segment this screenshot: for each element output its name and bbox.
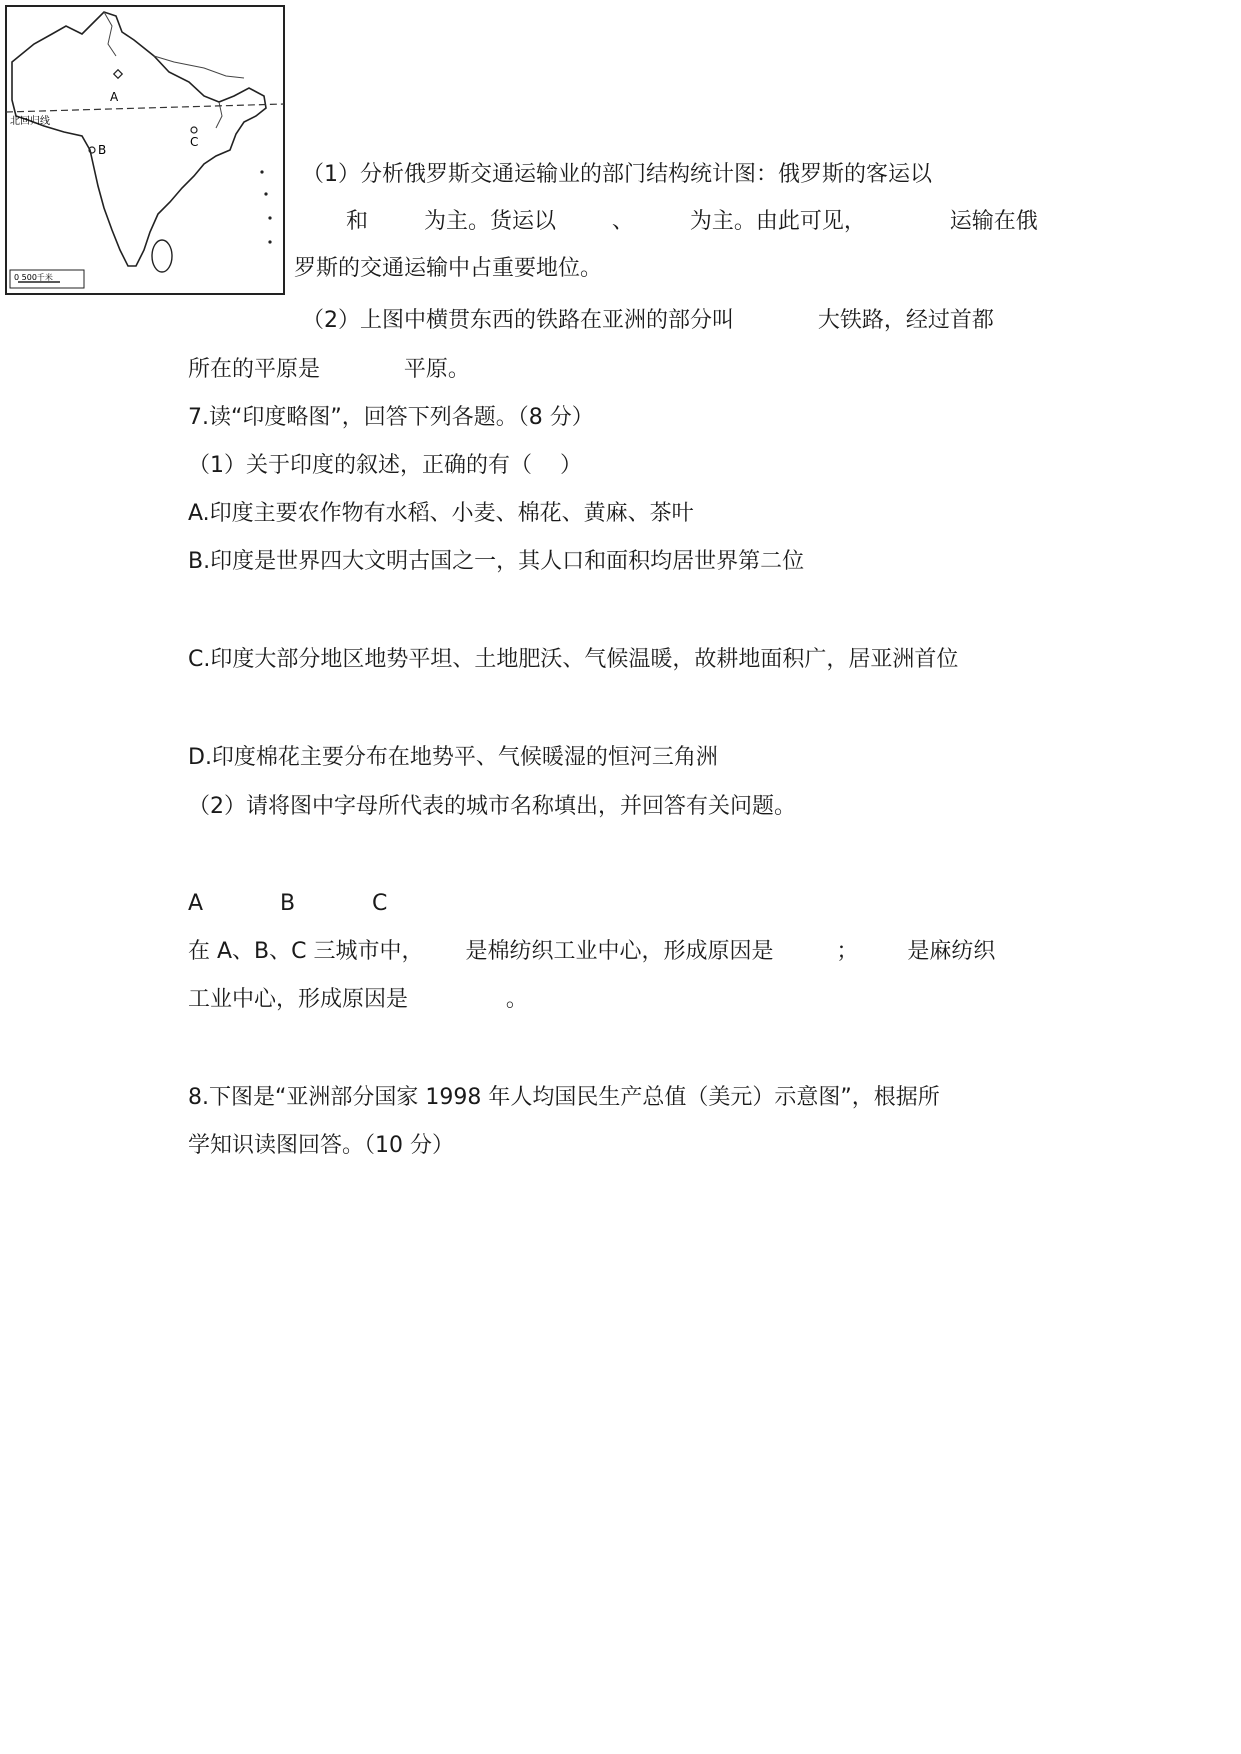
q7-option-c: C.印度大部分地区地势平坦、土地肥沃、气候温暖，故耕地面积广，居亚洲首位 <box>188 647 959 672</box>
scale-label: 0 500千米 <box>14 273 53 282</box>
island <box>260 170 263 173</box>
q7-sub2: （2）请将图中字母所代表的城市名称填出，并回答有关问题。 <box>188 794 796 819</box>
q7-option-a: A.印度主要农作物有水稻、小麦、棉花、黄麻、茶叶 <box>188 501 694 526</box>
q6-part1-line3: 罗斯的交通运输中占重要地位。 <box>294 256 603 281</box>
q7-sub1: （1）关于印度的叙述，正确的有（ ） <box>188 453 582 478</box>
city-a-label: A <box>110 90 119 104</box>
q6-part1-line2: 和 为主。货运以 、 为主。由此可见， 运输在俄 <box>346 209 1038 234</box>
island <box>268 240 271 243</box>
q7-question-line1: 在 A、B、C 三城市中， 是棉纺织工业中心，形成原因是 ； 是麻纺织 <box>188 939 996 964</box>
q8-line1: 8.下图是“亚洲部分国家 1998 年人均国民生产总值（美元）示意图”，根据所 <box>188 1085 940 1110</box>
island <box>268 216 271 219</box>
island <box>264 192 267 195</box>
q7-abc-blanks: A B C <box>188 891 388 916</box>
tropic-label: 北回归线 <box>10 116 50 127</box>
city-c-label: C <box>190 135 199 149</box>
city-b-label: B <box>98 143 107 157</box>
q7-option-d: D.印度棉花主要分布在地势平、气候暖湿的恒河三角洲 <box>188 745 718 770</box>
q6-part1-line1: （1）分析俄罗斯交通运输业的部门结构统计图：俄罗斯的客运以 <box>302 162 932 187</box>
q7-question-line2: 工业中心，形成原因是 。 <box>188 987 528 1012</box>
india-sketch-map <box>4 4 286 296</box>
q6-part2-line1: （2）上图中横贯东西的铁路在亚洲的部分叫 大铁路，经过首都 <box>302 308 994 333</box>
q7-title: 7.读“印度略图”，回答下列各题。（8 分） <box>188 405 594 430</box>
q7-option-b: B.印度是世界四大文明古国之一，其人口和面积均居世界第二位 <box>188 549 805 574</box>
q8-line2: 学知识读图回答。（10 分） <box>188 1133 454 1158</box>
q6-part2-line2: 所在的平原是 平原。 <box>188 357 470 382</box>
